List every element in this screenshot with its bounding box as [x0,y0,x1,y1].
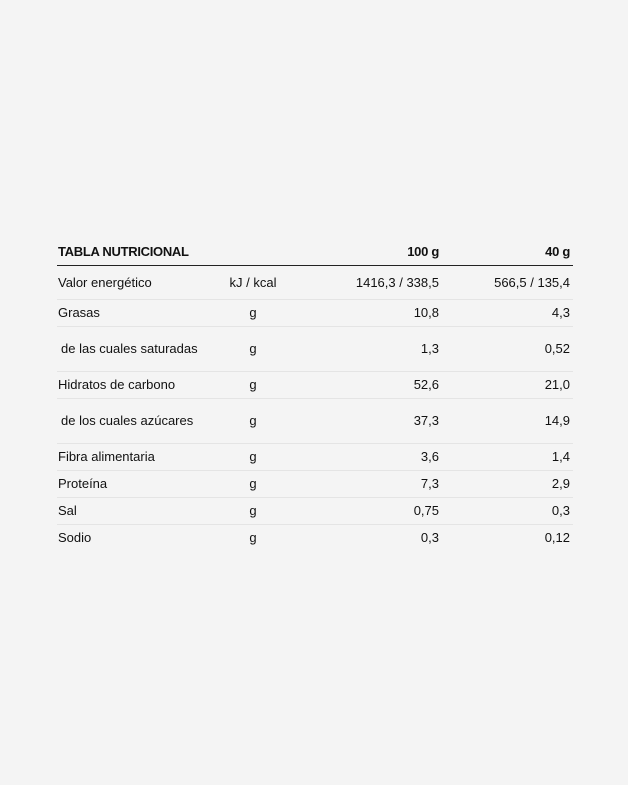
value-per-40g: 21,0 [442,372,573,399]
nutrient-name: Hidratos de carbono [57,372,205,399]
unit-header [205,238,303,266]
value-per-40g: 2,9 [442,471,573,498]
value-per-40g: 0,3 [442,498,573,525]
value-per-100g: 37,3 [303,399,442,444]
table-row [57,444,573,471]
value-per-100g: 3,6 [303,444,442,471]
nutrient-unit: g [205,300,303,327]
nutrient-name: Valor energético [57,266,205,300]
nutrient-name: de los cuales azúcares [57,399,205,444]
nutrient-name: Grasas [57,300,205,327]
value-per-100g: 1,3 [303,327,442,372]
table-row [57,327,573,372]
value-per-40g: 0,12 [544,530,570,545]
per-40g-header: 40 g [442,238,573,266]
value-per-100g: 10,8 [303,300,442,327]
nutrient-unit: g [249,530,257,545]
table-row [57,300,573,327]
table-title: TABLA NUTRICIONAL [57,238,205,266]
value-per-100g: 0,75 [303,498,442,525]
value-per-40g: 4,3 [442,300,573,327]
value-per-100g: 1416,3 / 338,5 [303,266,442,300]
table-row [57,372,573,399]
nutrient-name: Sal [57,498,205,525]
table-row [57,471,573,498]
nutrient-unit: g [205,372,303,399]
value-per-40g: 14,9 [442,399,573,444]
nutrition-table [57,238,573,551]
nutrient-unit: g [205,399,303,444]
value-per-100g: 7,3 [303,471,442,498]
nutrient-unit: g [205,498,303,525]
nutrient-name: Fibra alimentaria [57,444,205,471]
table-row [57,266,573,300]
value-per-40g: 566,5 / 135,4 [442,266,573,300]
nutrient-name: Sodio [58,530,92,545]
nutrient-name: de las cuales saturadas [57,327,205,372]
nutrient-unit: kJ / kcal [205,266,303,300]
nutrient-name: Proteína [57,471,205,498]
table-row [57,498,573,525]
table-header-row [57,238,573,266]
table-row [57,399,573,444]
value-per-40g: 1,4 [442,444,573,471]
value-per-40g: 0,52 [442,327,573,372]
per-100g-header: 100 g [303,238,442,266]
nutrient-unit: g [205,327,303,372]
value-per-100g: 0,3 [420,530,439,545]
nutrient-unit: g [205,471,303,498]
nutrient-unit: g [205,444,303,471]
table-row [57,525,573,552]
value-per-100g: 52,6 [303,372,442,399]
